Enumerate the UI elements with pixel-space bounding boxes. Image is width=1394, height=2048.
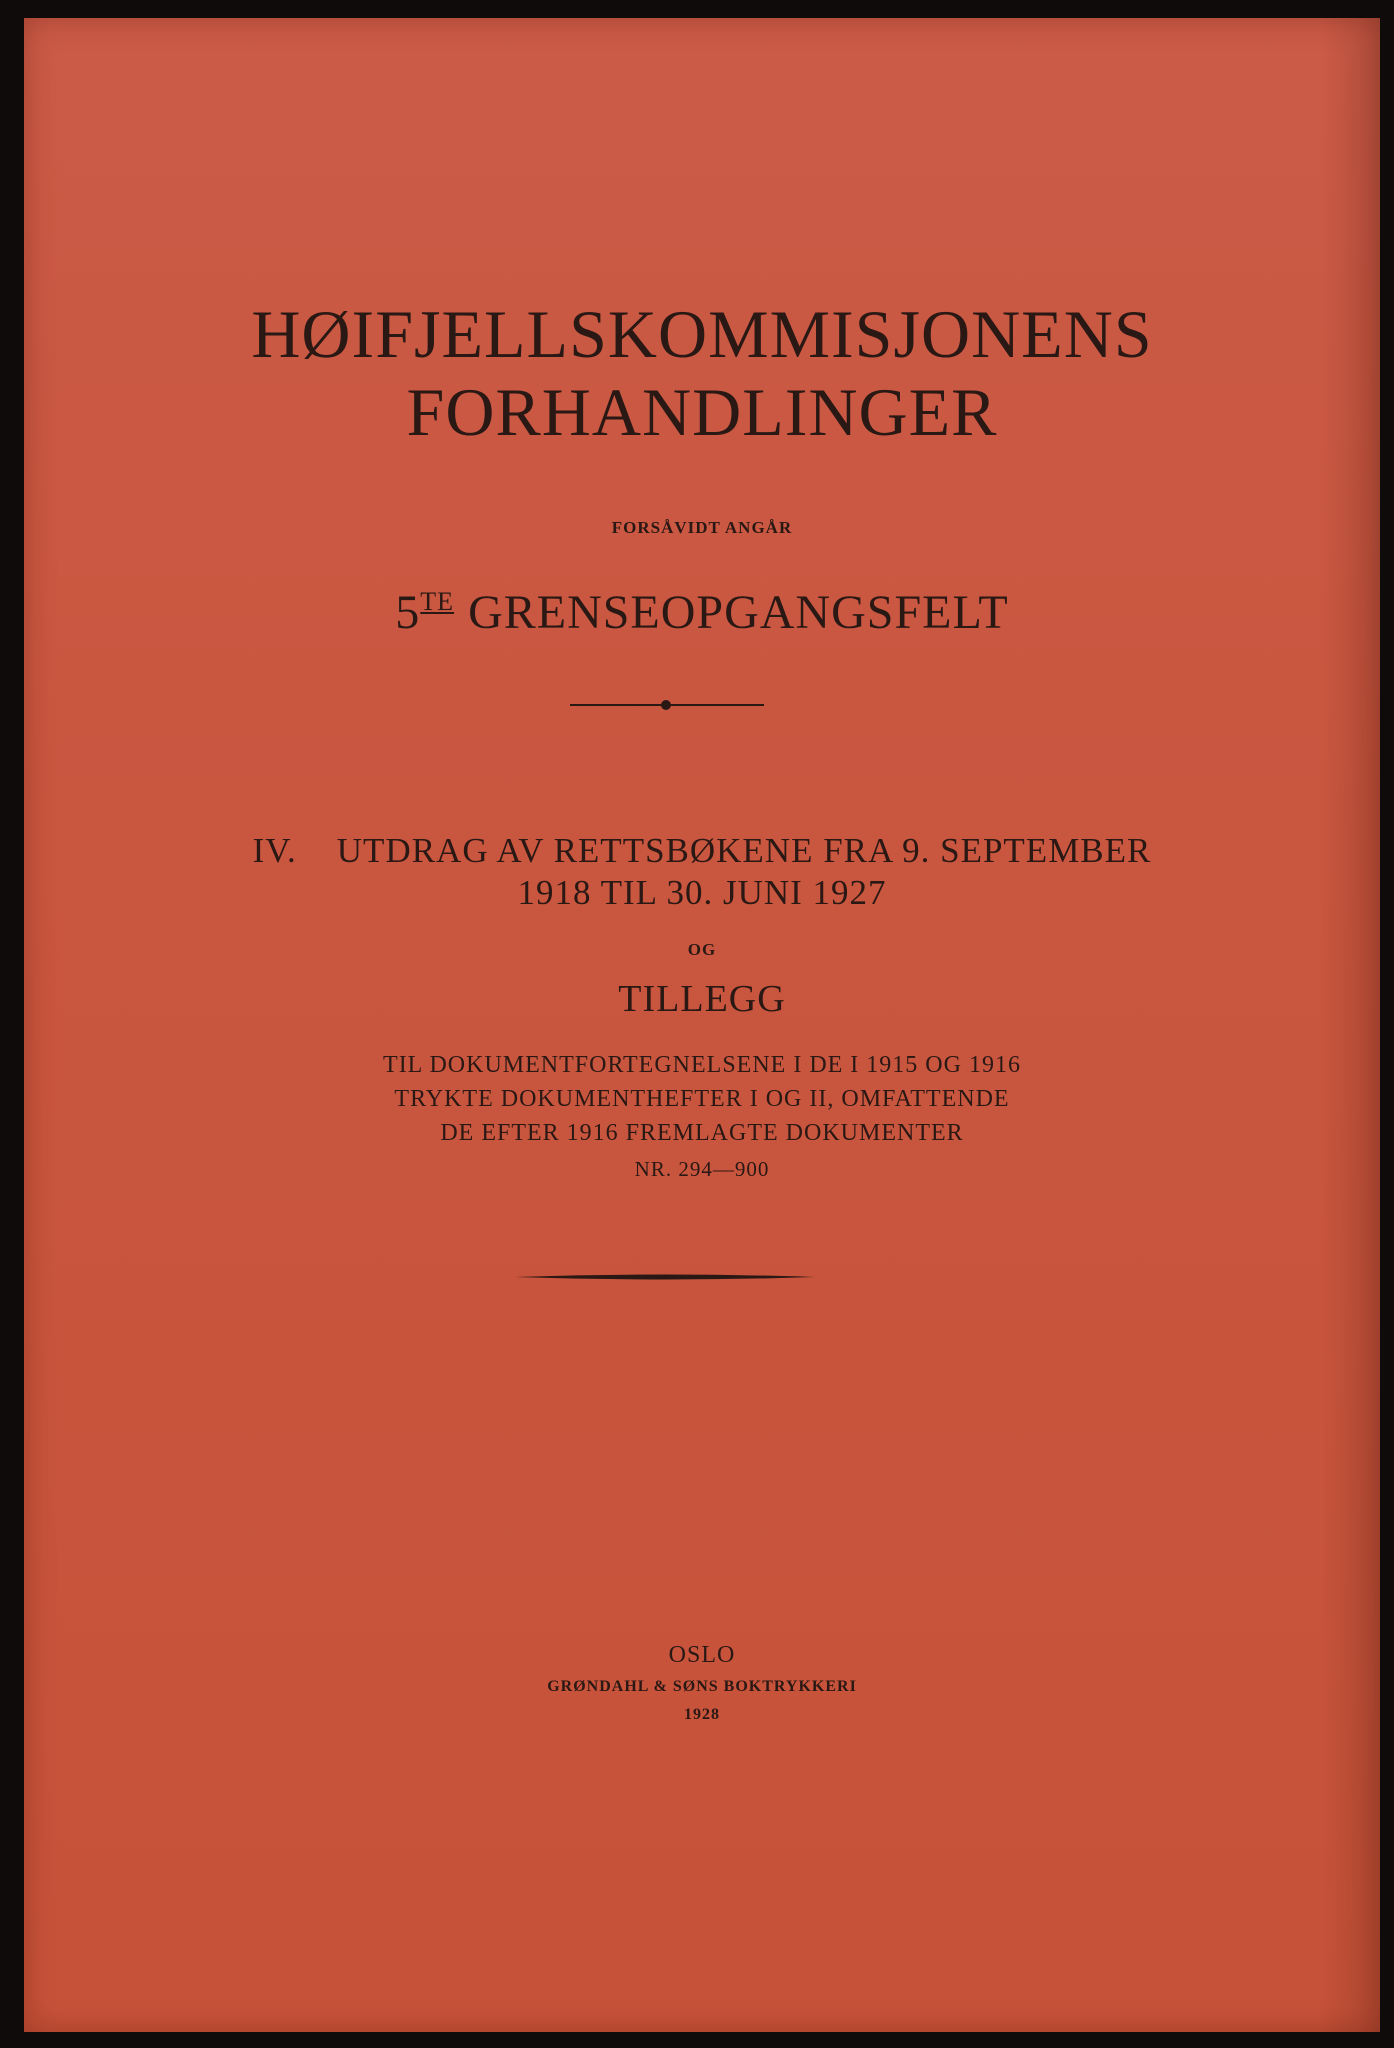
supplement-line: DE EFTER 1916 FREMLAGTE DOKUMENTER [440,1120,964,1146]
title-line-2: FORHANDLINGER [406,374,998,450]
supplement-line: TRYKTE DOKUMENTHEFTER I OG II, OMFATTENDE [394,1086,1010,1112]
supplement-line: TIL DOKUMENTFORTEGNELSENE I DE I 1915 OG 1916 [383,1052,1021,1078]
field-number: 5 [395,586,421,639]
title-line-1: HØIFJELLSKOMMISJONENS [251,296,1153,372]
supplement-line: NR. 294—900 [634,1157,770,1181]
part-numeral: IV. [252,831,297,870]
part-line-1: UTDRAG AV RETTSBØKENE FRA 9. SEPTEMBER [336,831,1152,870]
book-cover [24,18,1380,2032]
field-heading [24,574,1380,641]
ornamental-rule-bottom [515,1274,815,1280]
conjunction: OG [687,940,717,959]
part-heading [24,830,1380,872]
ornamental-rule-dot [661,700,671,710]
imprint-printer: GRØNDAHL & SØNS BOKTRYKKERI [547,1678,857,1695]
field-name: GRENSEOPGANGSFELT [468,586,1009,639]
subtitle-intro: FORSÅVIDT ANGÅR [611,518,793,537]
field-ordinal-suffix: TE [420,587,455,616]
imprint-place: OSLO [668,1642,736,1668]
part-line-2: 1918 TIL 30. JUNI 1927 [517,873,887,912]
supplement-heading: TILLEGG [618,978,786,1020]
imprint-year: 1928 [684,1706,720,1723]
